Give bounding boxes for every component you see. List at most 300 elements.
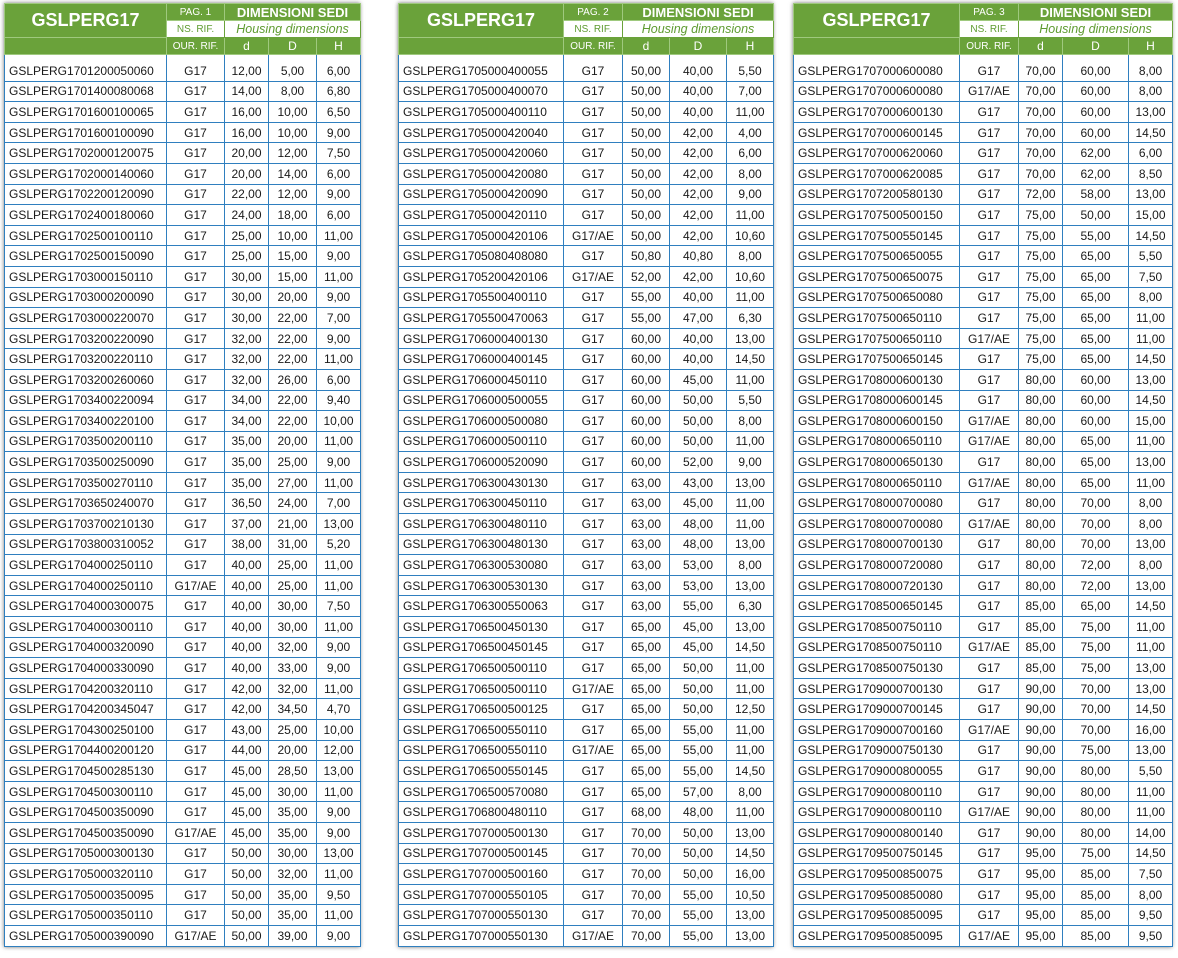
H-value-cell: 9,40	[317, 390, 361, 411]
ref-cell: G17	[960, 905, 1019, 926]
table-row	[399, 781, 774, 802]
d-value-cell: 50,00	[225, 925, 269, 946]
product-code-cell: GSLPERG1706300480110	[399, 514, 564, 535]
ref-cell: G17	[167, 843, 225, 864]
d-value-cell: 75,00	[1019, 266, 1063, 287]
product-code-cell: GSLPERG1701200050060	[5, 61, 167, 81]
table-row	[794, 514, 1173, 535]
ref-cell: G17	[960, 452, 1019, 473]
product-code-cell: GSLPERG1708500750110	[794, 617, 960, 638]
D-value-cell: 40,00	[670, 349, 727, 370]
d-value-cell: 40,00	[225, 555, 269, 576]
table-row	[794, 575, 1173, 596]
d-value-cell: 70,00	[1019, 61, 1063, 81]
d-value-cell: 65,00	[623, 720, 670, 741]
D-value-cell: 75,00	[1063, 658, 1129, 679]
D-value-cell: 65,00	[1063, 596, 1129, 617]
H-value-cell: 11,00	[727, 678, 774, 699]
D-value-cell: 42,00	[670, 163, 727, 184]
ref-cell: G17	[564, 884, 623, 905]
d-value-cell: 70,00	[1019, 143, 1063, 164]
product-code-cell: GSLPERG1705000320110	[5, 864, 167, 885]
d-value-cell: 70,00	[1019, 81, 1063, 102]
D-value-cell: 53,00	[670, 555, 727, 576]
ref-cell: G17/AE	[167, 925, 225, 946]
table-row	[5, 617, 361, 638]
H-value-cell: 9,00	[317, 246, 361, 267]
D-value-cell: 25,00	[269, 575, 317, 596]
catalog-table-page-3	[793, 3, 1173, 947]
d-value-cell: 25,00	[225, 246, 269, 267]
table-row	[399, 390, 774, 411]
table-row	[399, 493, 774, 514]
ns-rif-label: NS. RIF.	[167, 21, 225, 38]
ref-cell: G17/AE	[564, 266, 623, 287]
d-value-cell: 85,00	[1019, 596, 1063, 617]
product-code-cell: GSLPERG1705000420040	[399, 122, 564, 143]
col-header-d: d	[623, 38, 670, 55]
table-row	[399, 678, 774, 699]
H-value-cell: 13,00	[317, 514, 361, 535]
ref-cell: G17	[564, 287, 623, 308]
product-code-cell: GSLPERG1706300530080	[399, 555, 564, 576]
table-row	[399, 81, 774, 102]
ref-cell: G17/AE	[960, 81, 1019, 102]
d-value-cell: 50,00	[225, 864, 269, 885]
table-row	[399, 472, 774, 493]
ref-cell: G17	[167, 81, 225, 102]
table-row	[399, 287, 774, 308]
table-row	[5, 369, 361, 390]
product-code-cell: GSLPERG1708500750130	[794, 658, 960, 679]
H-value-cell: 4,00	[727, 122, 774, 143]
H-value-cell: 13,00	[727, 472, 774, 493]
D-value-cell: 72,00	[1063, 575, 1129, 596]
product-code-cell: GSLPERG1706300450110	[399, 493, 564, 514]
d-value-cell: 63,00	[623, 596, 670, 617]
catalog-table-page-2	[398, 3, 774, 947]
product-code-cell: GSLPERG1709500850075	[794, 864, 960, 885]
D-value-cell: 80,00	[1063, 781, 1129, 802]
d-value-cell: 40,00	[225, 596, 269, 617]
d-value-cell: 32,00	[225, 328, 269, 349]
d-value-cell: 90,00	[1019, 781, 1063, 802]
D-value-cell: 25,00	[269, 452, 317, 473]
product-code-cell: GSLPERG1705000400055	[399, 61, 564, 81]
H-value-cell: 13,00	[727, 617, 774, 638]
d-value-cell: 45,00	[225, 822, 269, 843]
table-row	[794, 678, 1173, 699]
product-code-cell: GSLPERG1705000300130	[5, 843, 167, 864]
d-value-cell: 16,00	[225, 102, 269, 123]
table-row	[5, 761, 361, 782]
product-code-cell: GSLPERG1707500650075	[794, 266, 960, 287]
ref-cell: G17	[960, 740, 1019, 761]
table-row	[5, 246, 361, 267]
D-value-cell: 42,00	[670, 122, 727, 143]
table-row	[399, 163, 774, 184]
d-value-cell: 35,00	[225, 452, 269, 473]
table-row	[794, 472, 1173, 493]
ref-cell: G17	[167, 163, 225, 184]
product-code-cell: GSLPERG1706000500110	[399, 431, 564, 452]
D-value-cell: 15,00	[269, 246, 317, 267]
table-row	[5, 781, 361, 802]
d-value-cell: 63,00	[623, 514, 670, 535]
D-value-cell: 50,00	[670, 864, 727, 885]
H-value-cell: 11,00	[727, 431, 774, 452]
ref-cell: G17	[564, 452, 623, 473]
d-value-cell: 60,00	[623, 390, 670, 411]
ref-cell: G17	[960, 349, 1019, 370]
table-row	[399, 617, 774, 638]
table-row	[794, 287, 1173, 308]
H-value-cell: 14,00	[1129, 822, 1173, 843]
table-row	[794, 658, 1173, 679]
H-value-cell: 7,00	[727, 81, 774, 102]
product-code-cell: GSLPERG1707000550105	[399, 884, 564, 905]
D-value-cell: 80,00	[1063, 802, 1129, 823]
table-row	[794, 596, 1173, 617]
series-title: GSLPERG17	[5, 4, 167, 38]
H-value-cell: 8,00	[727, 555, 774, 576]
d-value-cell: 65,00	[623, 740, 670, 761]
product-code-cell: GSLPERG1707500550145	[794, 225, 960, 246]
D-value-cell: 55,00	[670, 596, 727, 617]
d-value-cell: 63,00	[623, 534, 670, 555]
H-value-cell: 9,00	[727, 184, 774, 205]
table-row	[794, 452, 1173, 473]
ref-cell: G17	[564, 102, 623, 123]
table-row	[5, 596, 361, 617]
product-code-cell: GSLPERG1707500650110	[794, 328, 960, 349]
ref-cell: G17	[960, 390, 1019, 411]
table-row	[5, 699, 361, 720]
product-code-cell: GSLPERG1704000300110	[5, 617, 167, 638]
product-code-cell: GSLPERG1705000420106	[399, 225, 564, 246]
d-value-cell: 22,00	[225, 184, 269, 205]
D-value-cell: 47,00	[670, 308, 727, 329]
ref-cell: G17	[960, 596, 1019, 617]
H-value-cell: 13,00	[1129, 658, 1173, 679]
ref-cell: G17	[564, 205, 623, 226]
product-code-cell: GSLPERG1706000520090	[399, 452, 564, 473]
title-cell-fill	[794, 38, 960, 55]
D-value-cell: 70,00	[1063, 514, 1129, 535]
d-value-cell: 44,00	[225, 740, 269, 761]
table-row	[399, 720, 774, 741]
table-row	[794, 884, 1173, 905]
table-row	[5, 843, 361, 864]
d-value-cell: 63,00	[623, 472, 670, 493]
D-value-cell: 58,00	[1063, 184, 1129, 205]
d-value-cell: 70,00	[1019, 102, 1063, 123]
d-value-cell: 50,00	[225, 843, 269, 864]
catalog-table-page-1	[4, 3, 361, 947]
table-row	[794, 822, 1173, 843]
table-row	[5, 884, 361, 905]
d-value-cell: 40,00	[225, 617, 269, 638]
d-value-cell: 80,00	[1019, 431, 1063, 452]
D-value-cell: 72,00	[1063, 555, 1129, 576]
D-value-cell: 75,00	[1063, 617, 1129, 638]
D-value-cell: 22,00	[269, 328, 317, 349]
housing-dimensions-header: Housing dimensions	[623, 21, 774, 38]
ref-cell: G17	[167, 699, 225, 720]
H-value-cell: 13,00	[317, 843, 361, 864]
ref-cell: G17/AE	[960, 637, 1019, 658]
H-value-cell: 11,00	[317, 617, 361, 638]
ref-cell: G17	[167, 205, 225, 226]
product-code-cell: GSLPERG1701600100090	[5, 122, 167, 143]
D-value-cell: 32,00	[269, 864, 317, 885]
d-value-cell: 70,00	[623, 905, 670, 926]
D-value-cell: 40,00	[670, 287, 727, 308]
table-row	[794, 905, 1173, 926]
table-row	[794, 246, 1173, 267]
ref-cell: G17	[167, 390, 225, 411]
ref-cell: G17	[167, 637, 225, 658]
product-code-cell: GSLPERG1704200320110	[5, 678, 167, 699]
product-code-cell: GSLPERG1702500150090	[5, 246, 167, 267]
product-code-cell: GSLPERG1702500100110	[5, 225, 167, 246]
H-value-cell: 8,00	[727, 411, 774, 432]
D-value-cell: 42,00	[670, 225, 727, 246]
product-code-cell: GSLPERG1709500850080	[794, 884, 960, 905]
table-row	[399, 184, 774, 205]
product-code-cell: GSLPERG1705200420106	[399, 266, 564, 287]
d-value-cell: 50,00	[623, 184, 670, 205]
d-value-cell: 38,00	[225, 534, 269, 555]
table-row	[794, 637, 1173, 658]
ref-cell: G17/AE	[564, 740, 623, 761]
product-code-cell: GSLPERG1703400220100	[5, 411, 167, 432]
ref-cell: G17	[564, 720, 623, 741]
d-value-cell: 45,00	[225, 802, 269, 823]
D-value-cell: 24,00	[269, 493, 317, 514]
ref-cell: G17	[564, 246, 623, 267]
product-code-cell: GSLPERG1706500570080	[399, 781, 564, 802]
D-value-cell: 75,00	[1063, 740, 1129, 761]
table-row	[5, 61, 361, 81]
table-row	[5, 658, 361, 679]
product-code-cell: GSLPERG1707500650110	[794, 308, 960, 329]
d-value-cell: 85,00	[1019, 637, 1063, 658]
D-value-cell: 35,00	[269, 884, 317, 905]
d-value-cell: 60,00	[623, 431, 670, 452]
H-value-cell: 13,00	[1129, 678, 1173, 699]
table-row	[399, 925, 774, 946]
table-row	[5, 555, 361, 576]
ref-cell: G17	[960, 493, 1019, 514]
d-value-cell: 80,00	[1019, 390, 1063, 411]
H-value-cell: 13,00	[727, 822, 774, 843]
d-value-cell: 60,00	[623, 369, 670, 390]
product-code-cell: GSLPERG1708000650130	[794, 452, 960, 473]
d-value-cell: 65,00	[623, 761, 670, 782]
col-header-D: D	[1063, 38, 1129, 55]
d-value-cell: 90,00	[1019, 802, 1063, 823]
H-value-cell: 8,00	[1129, 81, 1173, 102]
table-row	[399, 266, 774, 287]
d-value-cell: 40,00	[225, 658, 269, 679]
D-value-cell: 55,00	[670, 720, 727, 741]
H-value-cell: 13,00	[1129, 575, 1173, 596]
table-row	[399, 61, 774, 81]
D-value-cell: 18,00	[269, 205, 317, 226]
H-value-cell: 9,50	[1129, 925, 1173, 946]
D-value-cell: 65,00	[1063, 266, 1129, 287]
product-code-cell: GSLPERG1706500450130	[399, 617, 564, 638]
H-value-cell: 6,30	[727, 596, 774, 617]
D-value-cell: 35,00	[269, 822, 317, 843]
product-code-cell: GSLPERG1706800480110	[399, 802, 564, 823]
d-value-cell: 63,00	[623, 575, 670, 596]
ref-cell: G17	[564, 369, 623, 390]
H-value-cell: 11,00	[727, 720, 774, 741]
product-code-cell: GSLPERG1707000620085	[794, 163, 960, 184]
H-value-cell: 13,00	[1129, 102, 1173, 123]
table-row	[794, 61, 1173, 81]
col-header-d: d	[225, 38, 269, 55]
product-code-cell: GSLPERG1704000320090	[5, 637, 167, 658]
D-value-cell: 22,00	[269, 390, 317, 411]
d-value-cell: 75,00	[1019, 225, 1063, 246]
D-value-cell: 57,00	[670, 781, 727, 802]
D-value-cell: 55,00	[670, 740, 727, 761]
table-row	[5, 452, 361, 473]
table-row	[399, 555, 774, 576]
ref-cell: G17	[564, 411, 623, 432]
D-value-cell: 28,50	[269, 761, 317, 782]
D-value-cell: 55,00	[1063, 225, 1129, 246]
col-header-d: d	[1019, 38, 1063, 55]
ref-cell: G17	[960, 864, 1019, 885]
table-row	[399, 349, 774, 370]
H-value-cell: 10,00	[317, 411, 361, 432]
H-value-cell: 15,00	[1129, 411, 1173, 432]
ref-cell: G17	[167, 493, 225, 514]
table-row	[794, 225, 1173, 246]
d-value-cell: 75,00	[1019, 205, 1063, 226]
H-value-cell: 10,60	[727, 266, 774, 287]
product-code-cell: GSLPERG1707200580130	[794, 184, 960, 205]
H-value-cell: 9,00	[317, 328, 361, 349]
product-code-cell: GSLPERG1706500500110	[399, 658, 564, 679]
product-code-cell: GSLPERG1707500650145	[794, 349, 960, 370]
ref-cell: G17/AE	[167, 822, 225, 843]
D-value-cell: 65,00	[1063, 308, 1129, 329]
H-value-cell: 11,00	[727, 287, 774, 308]
product-code-cell: GSLPERG1706300530130	[399, 575, 564, 596]
product-code-cell: GSLPERG1704500285130	[5, 761, 167, 782]
ref-cell: G17/AE	[960, 802, 1019, 823]
H-value-cell: 9,00	[317, 822, 361, 843]
ref-cell: G17	[960, 822, 1019, 843]
table-row	[794, 761, 1173, 782]
H-value-cell: 11,00	[727, 802, 774, 823]
ref-cell: G17	[167, 514, 225, 535]
product-code-cell: GSLPERG1703200260060	[5, 369, 167, 390]
product-code-cell: GSLPERG1707000500145	[399, 843, 564, 864]
D-value-cell: 45,00	[670, 617, 727, 638]
D-value-cell: 39,00	[269, 925, 317, 946]
table-row	[399, 864, 774, 885]
d-value-cell: 20,00	[225, 143, 269, 164]
product-code-cell: GSLPERG1707000620060	[794, 143, 960, 164]
H-value-cell: 11,00	[317, 678, 361, 699]
D-value-cell: 27,00	[269, 472, 317, 493]
product-code-cell: GSLPERG1706500550145	[399, 761, 564, 782]
H-value-cell: 7,00	[317, 308, 361, 329]
D-value-cell: 85,00	[1063, 925, 1129, 946]
H-value-cell: 12,50	[727, 699, 774, 720]
H-value-cell: 9,00	[317, 452, 361, 473]
H-value-cell: 13,00	[727, 534, 774, 555]
product-code-cell: GSLPERG1705000420110	[399, 205, 564, 226]
product-code-cell: GSLPERG1708000600145	[794, 390, 960, 411]
d-value-cell: 65,00	[623, 658, 670, 679]
product-code-cell: GSLPERG1708000720080	[794, 555, 960, 576]
d-value-cell: 45,00	[225, 761, 269, 782]
ref-cell: G17	[167, 884, 225, 905]
product-code-cell: GSLPERG1708000650110	[794, 472, 960, 493]
ref-cell: G17	[564, 349, 623, 370]
H-value-cell: 11,00	[727, 369, 774, 390]
D-value-cell: 80,00	[1063, 761, 1129, 782]
H-value-cell: 7,00	[317, 493, 361, 514]
H-value-cell: 11,00	[317, 905, 361, 926]
D-value-cell: 10,00	[269, 102, 317, 123]
ref-cell: G17	[960, 163, 1019, 184]
ref-cell: G17	[960, 143, 1019, 164]
table-row	[794, 534, 1173, 555]
D-value-cell: 12,00	[269, 143, 317, 164]
ref-cell: G17	[960, 761, 1019, 782]
H-value-cell: 11,00	[1129, 328, 1173, 349]
ref-cell: G17	[960, 122, 1019, 143]
product-code-cell: GSLPERG1706500450145	[399, 637, 564, 658]
product-code-cell: GSLPERG1706300430130	[399, 472, 564, 493]
table-row	[399, 575, 774, 596]
H-value-cell: 6,00	[317, 369, 361, 390]
table-row	[399, 884, 774, 905]
table-row	[794, 411, 1173, 432]
table-row	[5, 328, 361, 349]
H-value-cell: 11,00	[317, 555, 361, 576]
table-row	[794, 266, 1173, 287]
d-value-cell: 80,00	[1019, 575, 1063, 596]
D-value-cell: 40,00	[670, 102, 727, 123]
ref-cell: G17/AE	[167, 575, 225, 596]
D-value-cell: 32,00	[269, 678, 317, 699]
d-value-cell: 95,00	[1019, 905, 1063, 926]
d-value-cell: 50,00	[623, 81, 670, 102]
table-row	[5, 205, 361, 226]
D-value-cell: 15,00	[269, 266, 317, 287]
product-code-cell: GSLPERG1703400220094	[5, 390, 167, 411]
D-value-cell: 20,00	[269, 287, 317, 308]
D-value-cell: 12,00	[269, 184, 317, 205]
product-code-cell: GSLPERG1704000300075	[5, 596, 167, 617]
product-code-cell: GSLPERG1708000650110	[794, 431, 960, 452]
d-value-cell: 50,00	[623, 61, 670, 81]
table-row	[399, 514, 774, 535]
H-value-cell: 8,00	[1129, 61, 1173, 81]
d-value-cell: 68,00	[623, 802, 670, 823]
H-value-cell: 8,00	[1129, 514, 1173, 535]
table-row	[5, 472, 361, 493]
